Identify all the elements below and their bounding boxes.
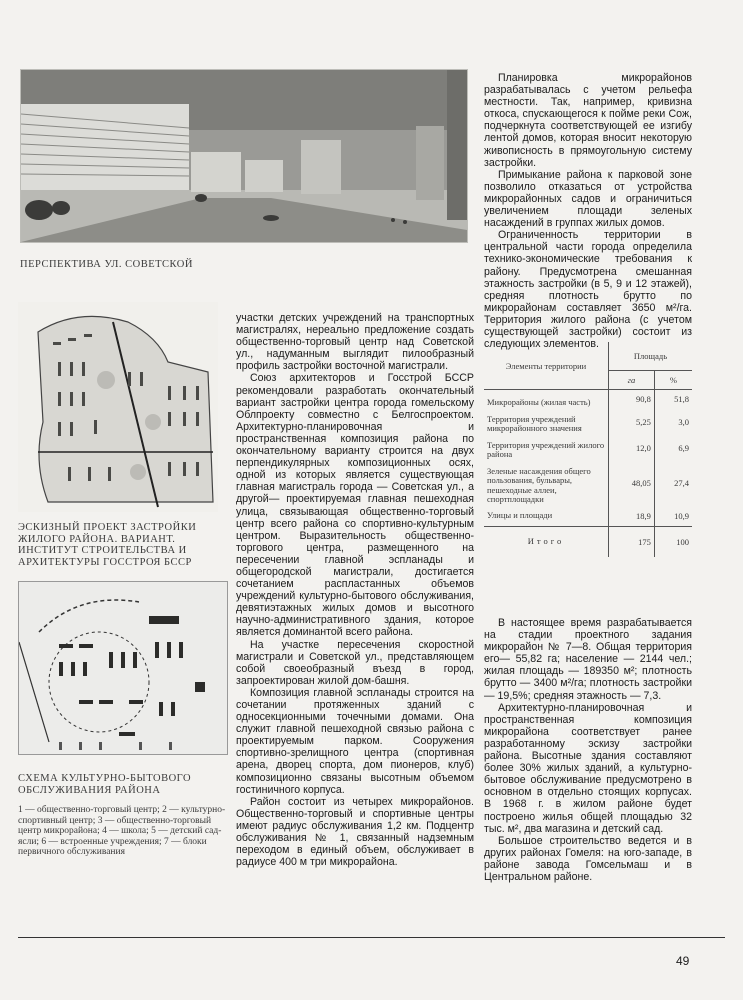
- right-column-bottom-text: [484, 617, 692, 883]
- table-total-row: [484, 527, 692, 558]
- row-ha: 18,9: [609, 506, 655, 527]
- paragraph: Большое строительство ведется и в других районах Гомеля: на юго-западе, в районе завода Гомсельмаш и в Центральном районе.: [484, 834, 692, 883]
- total-pct: 100: [654, 527, 692, 558]
- row-pct: 10,9: [654, 506, 692, 527]
- table-row: [484, 435, 692, 461]
- paragraph: Композиция главной эспланады строится на сочетании протяженных зданий с односекционными точечными домами. Она служит главной пешеходной связью района с проектируемым парком. Сооружения спортивно-зрелищного центра (спортивная арена, дворец спорта, дом пионеров, клуб) композиционно связаны высотным объемом гостиничного корпуса.: [236, 686, 474, 796]
- table-row: [484, 461, 692, 506]
- total-name: Итого: [527, 536, 565, 547]
- paragraph: Примыкание района к парковой зоне позволило отказаться от устройства микрорайонных садов и ограничиться увеличением площади зеленых насаждений в группах жилых домов.: [484, 168, 692, 230]
- district-plan-image: [18, 302, 218, 512]
- row-ha: 90,8: [609, 390, 655, 409]
- row-ha: 48,05: [609, 461, 655, 506]
- row-name: Микрорайоны (жилая часть): [487, 397, 591, 407]
- table-row: [484, 409, 692, 435]
- paragraph: участки детских учреждений на транспортных магистралях, нереально предложение создать общественно-торговый центр над Советской ул., надуманным выглядит пилообразный профиль застройки восточной магистрали.: [236, 312, 474, 373]
- table-row: [484, 506, 692, 527]
- row-pct: 3,0: [654, 409, 692, 435]
- total-ha: 175: [609, 527, 655, 558]
- column-header-pct: %: [654, 371, 692, 390]
- page-number: 49: [676, 954, 690, 968]
- paragraph: Ограниченность территории в центральной части города определила технико-экономические требования к району. Предусмотрена смешанная этажность застройки (в 5, 9 и 12 этажей), средняя плотность брутто по микрорайонам составляет 3650 м²/га. Территория жилого района (с учетом существующей застройки) состоит из следующих элементов.: [484, 229, 692, 351]
- paragraph: Планировка микрорайонов разрабатывалась с учетом рельефа местности. Так, например, кривизна откоса, спускающегося к пойме реки Сож, подчеркнута соответствующей ее изгибу лентой домов, которая вносит некоторую живописность в прямоугольную систему застройки.: [484, 72, 692, 169]
- column-header-ha: га: [609, 371, 655, 390]
- column-header-area: Площадь: [609, 342, 693, 371]
- table-row: [484, 390, 692, 409]
- footer-rule: [18, 937, 725, 938]
- row-name: Территория учреждений микрорайонного значения: [487, 413, 582, 433]
- street-perspective-caption: ПЕРСПЕКТИВА УЛ. СОВЕТСКОЙ: [20, 259, 193, 270]
- table-header-row: [484, 342, 692, 371]
- row-pct: 27,4: [654, 461, 692, 506]
- row-ha: 12,0: [609, 435, 655, 461]
- street-perspective-image: [20, 69, 468, 243]
- row-name: Улицы и площади: [487, 509, 553, 520]
- paragraph: Архитектурно-планировочная и пространственная композиция микрорайона соответствует ранее разработанному эскизу застройки района. Высотные здания составляют более 30% жилых зданий, а культурно-бытовое обслуживание предусмотрено в основном в отдельно стоящих корпусах. В 1968 г. в жилом районе будет построено жилья общей площадью 32 тыс. м², два магазина и детский сад.: [484, 701, 692, 835]
- paragraph: Район состоит из четырех микрорайонов. Общественно-торговый и спортивные центры имеют радиус обслуживания 1,2 км. Подцентр обслуживания № 1, связанный надземным переходом в единый объем, обслуживает в радиусе 400 м три микрорайона.: [236, 795, 474, 869]
- row-ha: 5,25: [609, 409, 655, 435]
- paragraph: Союз архитекторов и Госстрой БССР рекомендовали разработать окончательный вариант застройки центра города гомельскому Облпроекту совместно с Белгоспроектом. Архитектурно-планировочная и пространственная композиция района по окончательному варианту строится на двух перпендикулярных композиционных осях, одной из которых является существующая главная магистраль города — Советская ул., а другой— проектируемая главная пешеходная улица, связывающая общественно-торговый центр всего района со спортивно-культурным центром. Выразительность общественно-торгового центра, размещенного на пересечении главной эспланады и общегородской магистрали, достигается сочетанием распластанных объемов учреждений культурно-бытового обслуживания, девятиэтажных жилых домов и высотного научно-административного здания, которое является доминантой всего района.: [236, 372, 474, 639]
- middle-column-text: [236, 312, 474, 868]
- right-column-top-text: [484, 72, 692, 350]
- territory-table: [484, 342, 692, 557]
- district-plan-caption: ЭСКИЗНЫЙ ПРОЕКТ ЗАСТРОЙКИ ЖИЛОГО РАЙОНА. ВАРИАНТ. ИНСТИТУТ СТРОИТЕЛЬСТВА И АРХИТЕКТУРЫ ГОССТРОЯ БССР: [18, 522, 197, 568]
- service-scheme-caption: СХЕМА КУЛЬТУРНО-БЫТОВОГО ОБСЛУЖИВАНИЯ РАЙОНА: [18, 773, 192, 796]
- column-header-elements: Элементы территории: [484, 342, 609, 390]
- row-name: Территория учреждений жилого района: [487, 439, 605, 459]
- paragraph: В настоящее время разрабатывается на стадии проектного задания микрорайон № 7—8. Общая территория его— 55,82 га; население — 2144 чел.; жилая площадь — 189350 м²; плотность брутто — 3400 м²/га; плотность застройки — 19,5%; средняя этажность — 7,3.: [484, 617, 692, 702]
- service-scheme-legend: 1 — общественно-торговый центр; 2 — культурно-спортивный центр; 3 — общественно-торговый центр микрорайона; 4 — школа; 5 — детский сад-ясли; 6 — встроенные учреждения; 7 — блоки первичного обслуживания: [18, 805, 226, 857]
- row-name: Зеленые насаждения общего пользования, бульвары, пешеходные аллеи, спортплощадки: [487, 465, 591, 504]
- paragraph: На участке пересечения скоростной магистрали и Советской ул., представляющем собой своеобразный въезд в город, запроектирован жилой дом-башня.: [236, 638, 474, 687]
- row-pct: 51,8: [654, 390, 692, 409]
- service-scheme-image: [18, 581, 228, 755]
- row-pct: 6,9: [654, 435, 692, 461]
